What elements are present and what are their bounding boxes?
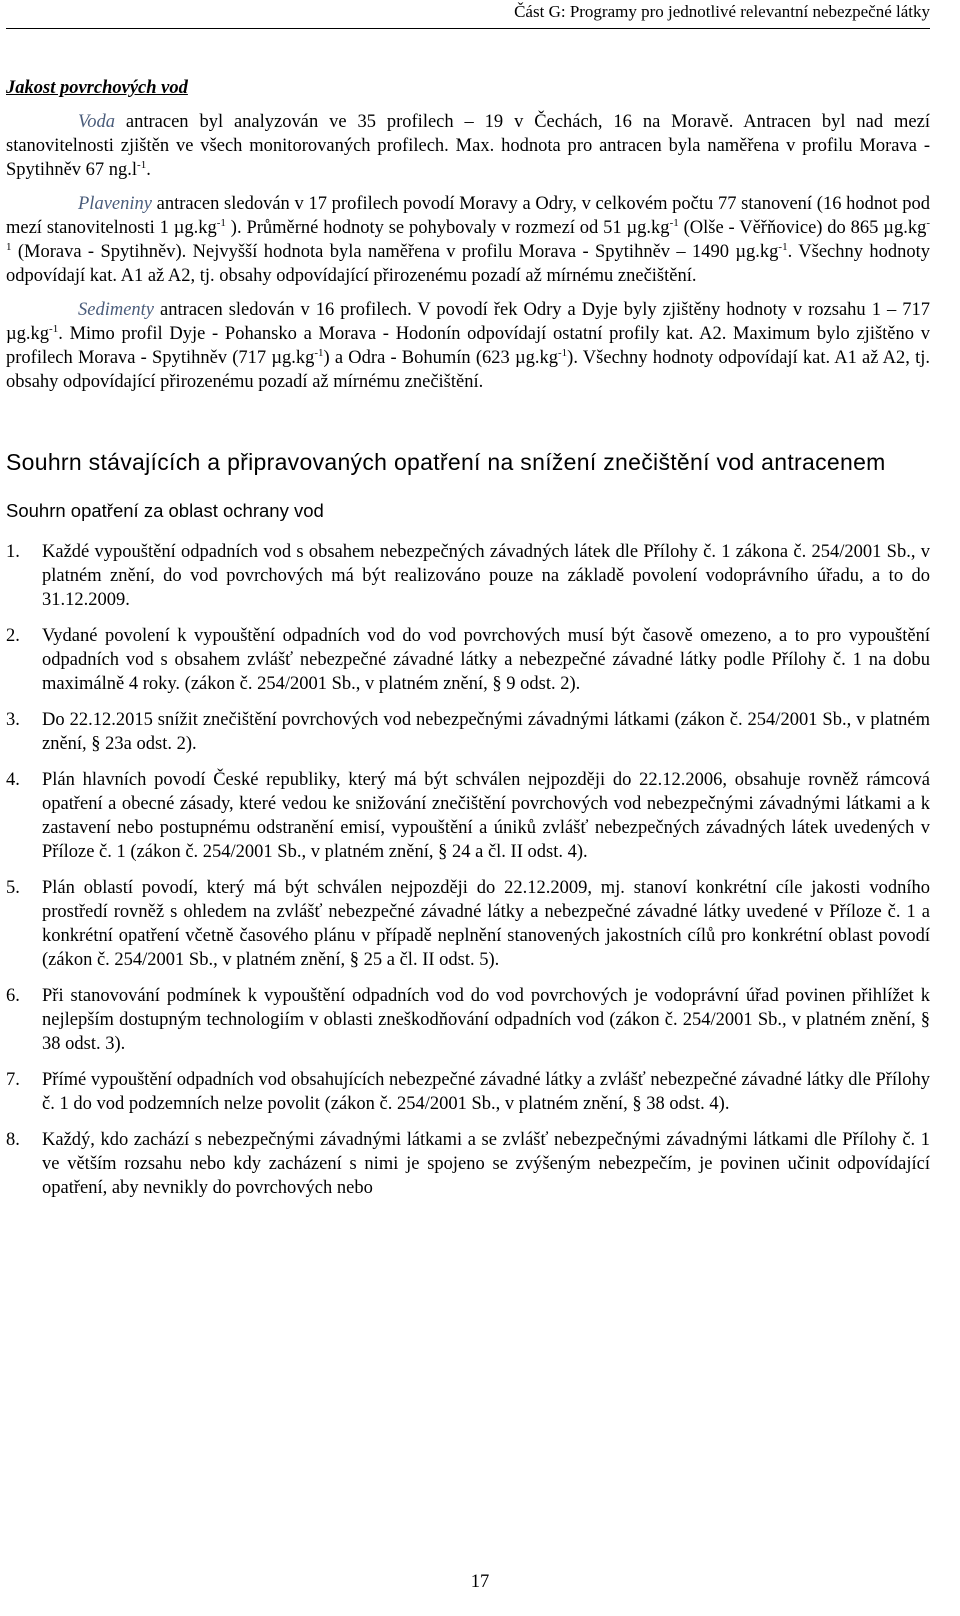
paragraph-sedimenty: Sedimenty antracen sledován v 16 profilech. V povodí řek Odry a Dyje byly zjištěny hodnoty v rozsahu 1 – 717 $\mu g.kg^{-1}$. Mimo profil Dyje - Pohansko a Morava - Hodonín odpovídají ostatní profily kat. A2. Maximum bylo zjištěno v profilech Morava - Spytihněv (717 $\mu g.kg^{-1}$) a Odra - Bohumín (623 $\mu g.kg^{-1}$). Všechny hodnoty odpovídají kat. A1 až A2, tj. obsahy odpovídající přirozenému pozadí až mírnému znečištění.	[6, 300, 930, 392]
document-body	[6, 76, 930, 1212]
list-item: 2. Vydané povolení k vypouštění odpadních vod do vod povrchových musí být časově omezeno, a to pro vypouštění odpadních vod s obsahem zvlášť nebezpečné závadné látky a nebezpečné závadné látky podle Přílohy č. 1 na dobu maximálně 4 roky. (zákon č. 254/2001 Sb., v platném znění, § 9 odst. 2).	[6, 626, 930, 694]
subheading-water-protection: Souhrn opatření za oblast ochrany vod	[6, 500, 324, 521]
paragraph-voda: Voda antracen byl analyzován ve 35 profilech – 19 v Čechách, 16 na Moravě. Antracen byl nad mezí stanovitelnosti zjištěn ve všech monitorovaných profilech. Max. hodnota pro antracen byla naměřena v profilu Morava - Spytihněv 67 $ng.l^{-1}$.	[6, 112, 930, 180]
list-item: 8. Každý, kdo zachází s nebezpečnými závadnými látkami a se zvlášť nebezpečnými závadnými látkami dle Přílohy č. 1 ve větším rozsahu nebo kdy zacházení s nimi je spojeno se zvýšeným nebezpečím, je povinen učinit odpovídající opatření, aby nevnikly do povrchových nebo	[6, 1130, 930, 1198]
list-item: 3. Do 22.12.2015 snížit znečištění povrchových vod nebezpečnými závadnými látkami (zákon č. 254/2001 Sb., v platném znění, § 23a odst. 2).	[6, 710, 930, 754]
running-header: Část G: Programy pro jednotlivé relevantní nebezpečné látky	[6, 2, 930, 29]
term-plaveniny: Plaveniny	[78, 194, 152, 214]
page-number: 17	[470, 1572, 490, 1592]
list-item: 6. Při stanovování podmínek k vypouštění odpadních vod do vod povrchových je vodoprávní úřad povinen přihlížet k nejlepším dostupným technologiím v oblasti zneškodňování odpadních vod (zákon č. 254/2001 Sb., v platném znění, § 38 odst. 3).	[6, 986, 930, 1054]
paragraph-plaveniny: Plaveniny antracen sledován v 17 profilech povodí Moravy a Odry, v celkovém počtu 77 stanovení (16 hodnot pod mezí stanovitelnosti 1 $\mu g.kg^{-1}$ ). Průměrné hodnoty se pohybovaly v rozmezí od 51 $\mu g.kg^{-1}$ (Olše - Věřňovice) do 865 $\mu g.kg^{-1}$ (Morava - Spytihněv). Nejvyšší hodnota byla naměřena v profilu Morava - Spytihněv – 1490 $\mu g.kg^{-1}$. Všechny hodnoty odpovídají kat. A1 až A2, tj. obsahy odpovídající přirozenému pozadí až mírnému znečištění.	[6, 194, 930, 286]
list-item: 5. Plán oblastí povodí, který má být schválen nejpozději do 22.12.2009, mj. stanoví konkrétní cíle jakosti vodního prostředí rovněž s ohledem na zvlášť nebezpečné závadné látky a nebezpečné závadné látky uvedené v Příloze č. 1 a konkrétní opatření včetně časového plánu v případě neplnění stanovených jakostních cílů pro konkrétní oblast povodí (zákon č. 254/2001 Sb., v platném znění, § 25 a čl. II odst. 5).	[6, 878, 930, 970]
term-voda: Voda	[78, 112, 115, 132]
section-title-water-quality: Jakost povrchových vod	[6, 78, 188, 98]
list-item: 4. Plán hlavních povodí České republiky, který má být schválen nejpozději do 22.12.2006, obsahuje rovněž rámcová opatření a obecné zásady, které vedou ke snižování znečištění povrchových vod nebezpečnými závadnými látkami a k zastavení nebo postupnému odstranění emisí, vypouštění a úniků zvlášť nebezpečných závadných látek uvedených v Příloze č. 1 (zákon č. 254/2001 Sb., v platném znění, § 24 a čl. II odst. 4).	[6, 770, 930, 862]
list-item: 7. Přímé vypouštění odpadních vod obsahujících nebezpečné závadné látky a zvlášť nebezpečné závadné látky dle Přílohy č. 1 do vod podzemních nelze povolit (zákon č. 254/2001 Sb., v platném znění, § 38 odst. 4).	[6, 1070, 930, 1114]
section-heading-measures: Souhrn stávajících a připravovaných opatření na snížení znečištění vod antracenem	[6, 449, 886, 475]
measures-list	[6, 540, 930, 1200]
term-sedimenty: Sedimenty	[78, 300, 155, 320]
list-item: 1. Každé vypouštění odpadních vod s obsahem nebezpečných závadných látek dle Přílohy č. 1 zákona č. 254/2001 Sb., v platném znění, do vod povrchových má být realizováno pouze na základě povolení vodoprávního úřadu, a to do 31.12.2009.	[6, 542, 930, 610]
